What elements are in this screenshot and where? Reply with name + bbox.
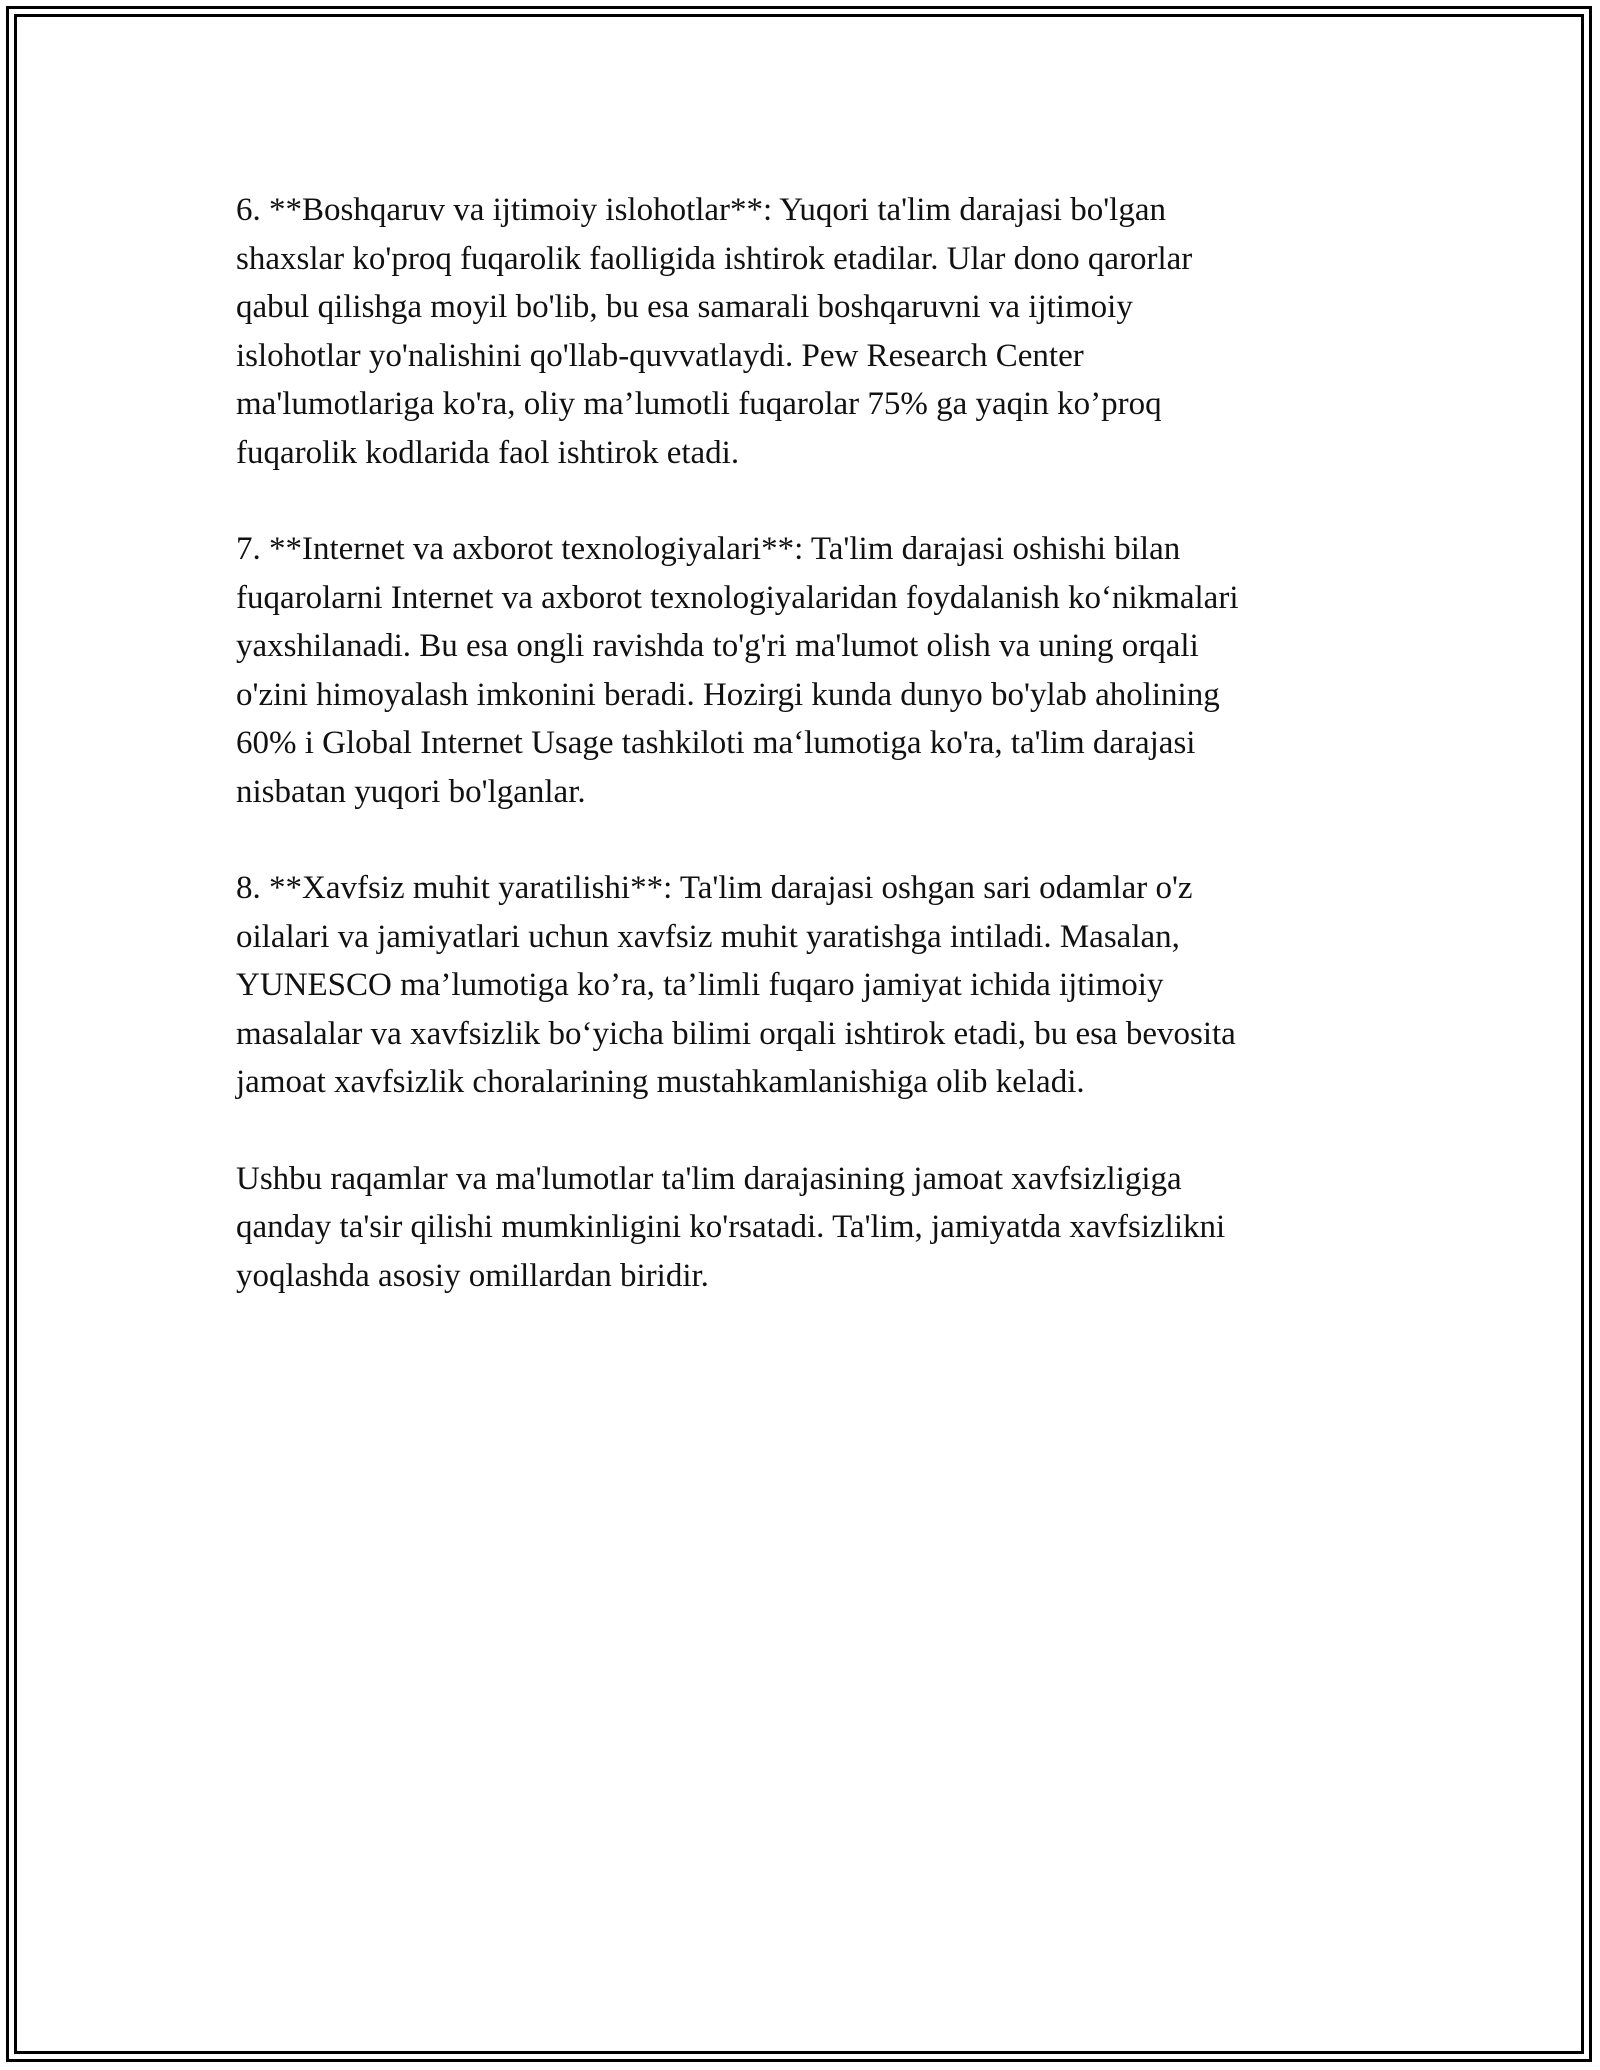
paragraph-governance-reforms: 6. **Boshqaruv va ijtimoiy islohotlar**: Yuqori ta'lim darajasi bo'lgan shaxslar ko'proq fuqarolik faolligida ishtirok etadilar. Ular dono qarorlar qabul qilishga moyil bo'lib, bu esa samarali boshqaruvni va ijtimoiy islohotlar yo'nalishini qo'llab-quvvatlaydi. Pew Research Center ma'lumotlariga ko'ra, oliy ma’lumotli fuqarolar 75% ga yaqin ko’proq fuqarolik kodlarida faol ishtirok etadi. xyxy=(236,192,1193,471)
paragraph-safe-environment: 8. **Xavfsiz muhit yaratilishi**: Ta'lim darajasi oshgan sari odamlar o'z oilalari va jamiyatlari uchun xavfsiz muhit yaratishga intiladi. Masalan, YUNESCO ma’lumotiga ko’ra, ta’limli fuqaro jamiyat ichida ijtimoiy masalalar va xavfsizlik bo‘yicha bilimi orqali ishtirok etadi, bu esa bevosita jamoat xavfsizlik choralarining mustahkamlanishiga olib keladi. xyxy=(236,870,1236,1100)
paragraph-conclusion: Ushbu raqamlar va ma'lumotlar ta'lim darajasining jamoat xavfsizligiga qanday ta'sir qilishi mumkinligini ko'rsatadi. Ta'lim, jamiyatda xavfsizlikni yoqlashda asosiy omillardan biridir. xyxy=(236,1160,1226,1294)
document-body xyxy=(236,186,1386,1348)
paragraph-internet-technology: 7. **Internet va axborot texnologiyalari**: Ta'lim darajasi oshishi bilan fuqarolarni Internet va axborot texnologiyalaridan foydalanish ko‘nikmalari yaxshilanadi. Bu esa ongli ravishda to'g'ri ma'lumot olish va uning orqali o'zini himoyalash imkonini beradi. Hozirgi kunda dunyo bo'ylab aholining 60% i Global Internet Usage tashkiloti ma‘lumotiga ko'ra, ta'lim darajasi nisbatan yuqori bo'lganlar. xyxy=(236,531,1239,810)
